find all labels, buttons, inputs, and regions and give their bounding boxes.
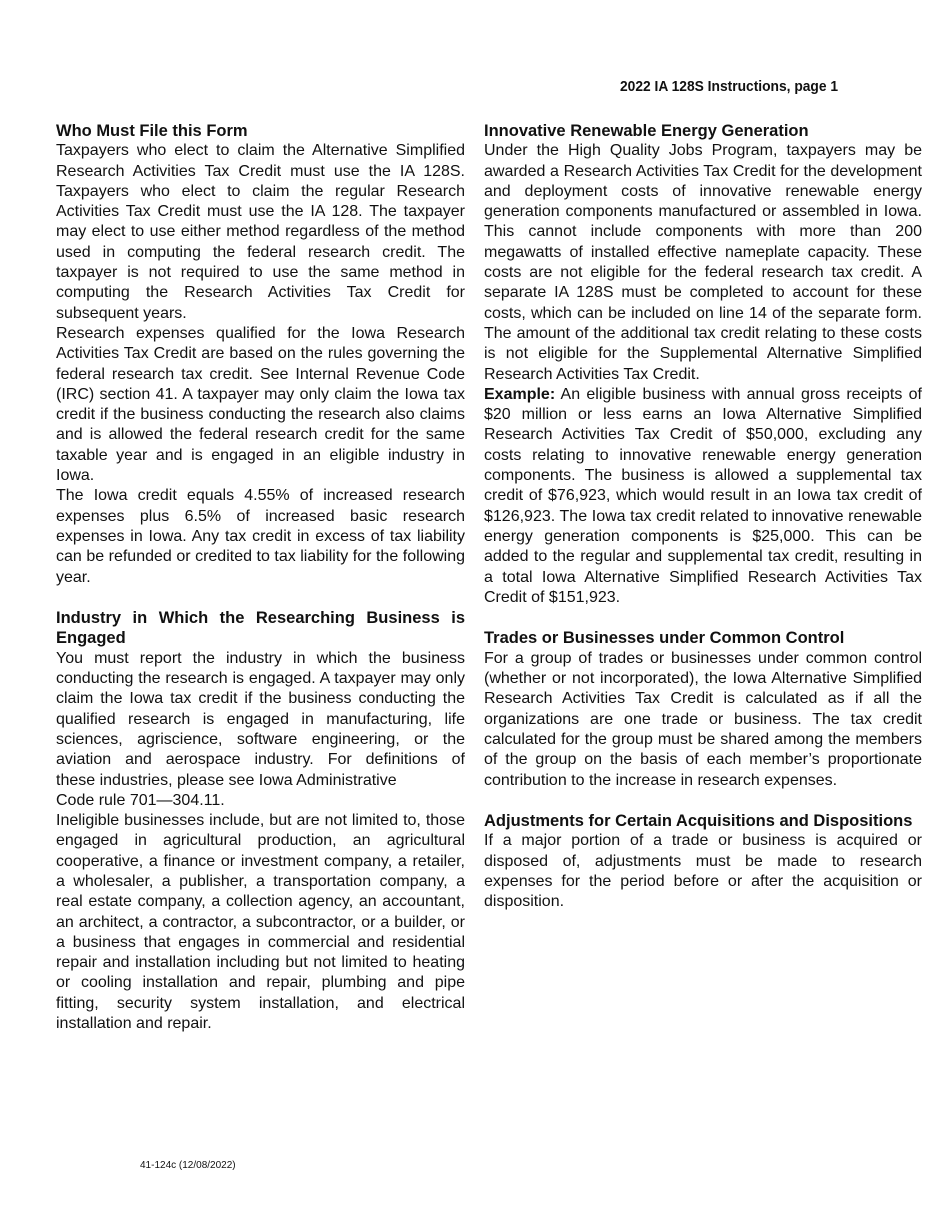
paragraph: Ineligible businesses include, but are not limited to, those engaged in agricultural production, an agricultural cooperative, a finance or investment company, a retailer, a wholesaler, a publisher, a transportation company, a real estate company, a collection agency, an accountant, an architect, a contractor, a subcontractor, or a builder, or a business that engages in commercial and residential repair and installation including but not limited to heating or cooling installation and repair, plumbing and pipe fitting, security system installation, and electrical installation and repair. bbox=[56, 812, 465, 1033]
paragraph-part: Code rule 701—304.11. bbox=[56, 791, 225, 809]
paragraph bbox=[56, 649, 465, 811]
paragraph: Taxpayers who elect to claim the Alternative Simplified Research Activities Tax Credit must use the IA 128S. Taxpayers who elect to claim the regular Research Activities Tax Credit must use the IA 128. The taxpayer may elect to use either method regardless of the method used in computing the federal research credit. The taxpayer is not required to use the same method in computing the Research Activities Tax Credit for subsequent years. bbox=[56, 142, 465, 322]
paragraph: If a major portion of a trade or business is acquired or disposed of, adjustments must be made to research expenses for the period before or after the acquisition or disposition. bbox=[484, 832, 922, 911]
section-heading-common-control: Trades or Businesses under Common Control bbox=[484, 629, 845, 648]
page-header: 2022 IA 128S Instructions, page 1 bbox=[619, 78, 838, 95]
section-heading-acquisitions: Adjustments for Certain Acquisitions and Dispositions bbox=[484, 812, 913, 831]
paragraph-part: these industries, please see Iowa Administrative bbox=[56, 771, 397, 789]
right-column bbox=[484, 121, 922, 913]
section-heading-who-must-file: Who Must File this Form bbox=[56, 122, 248, 140]
paragraph: The Iowa credit equals 4.55% of increased research expenses plus 6.5% of increased basic research expenses in Iowa. Any tax credit in excess of tax liability can be refunded or credited to tax liability for the following year. bbox=[56, 487, 465, 586]
example-text: An eligible business with annual gross receipts of $20 million or less earns an Iowa Alternative Simplified Research Activities Tax Credit of $50,000, excluding any costs relating to innovative renewable energy generation components. The business is allowed a supplemental tax credit of $76,923, which would result in an Iowa tax credit of $126,923. The Iowa tax credit related to innovative renewable energy generation components is $25,000. This can be added to the regular and supplemental tax credit, resulting in a total Iowa Alternative Simplified Research Activities Tax Credit of $151,923. bbox=[484, 385, 922, 606]
paragraph: Research expenses qualified for the Iowa Research Activities Tax Credit are based on the rules governing the federal research tax credit. See Internal Revenue Code (IRC) section 41. A taxpayer may only claim the Iowa tax credit if the business conducting the research also claims and is allowed the federal research credit for the same taxable year and is engaged in an eligible industry in Iowa. bbox=[56, 324, 465, 485]
paragraph: Under the High Quality Jobs Program, taxpayers may be awarded a Research Activities Tax Credit for the development and deployment costs of innovative renewable energy generation components manufactured or assembled in Iowa. This cannot include components with more than 200 megawatts of installed effective nameplate capacity. These costs are not eligible for the federal research tax credit. A separate IA 128S must be completed to account for these costs, which can be included on line 14 of the separate form. The amount of the additional tax credit relating to these costs is not eligible for the Supplemental Alternative Simplified Research Activities Tax Credit. bbox=[484, 142, 922, 383]
paragraph-part: You must report the industry in which the business conducting the research is engaged. A taxpayer may only claim the Iowa tax credit if the business conducting the qualified research is engaged in manufacturing, life sciences, agriscience, software engineering, or the aviation and aerospace industry. For definitions of bbox=[56, 649, 465, 769]
form-number-footer: 41-124c (12/08/2022) bbox=[140, 1160, 236, 1171]
example-paragraph bbox=[484, 385, 922, 608]
left-column bbox=[56, 121, 465, 1034]
section-heading-renewable-energy: Innovative Renewable Energy Generation bbox=[484, 122, 809, 140]
example-label: Example: bbox=[484, 385, 556, 403]
section-heading-industry: Industry in Which the Researching Business is Engaged bbox=[56, 609, 465, 648]
paragraph: For a group of trades or businesses under common control (whether or not incorporated), the Iowa Alternative Simplified Research Activities Tax Credit is calculated as if all the organizations are one trade or business. The tax credit calculated for the group must be shared among the members of the group on the basis of each member’s proportionate contribution to the increase in research expenses. bbox=[484, 649, 922, 789]
